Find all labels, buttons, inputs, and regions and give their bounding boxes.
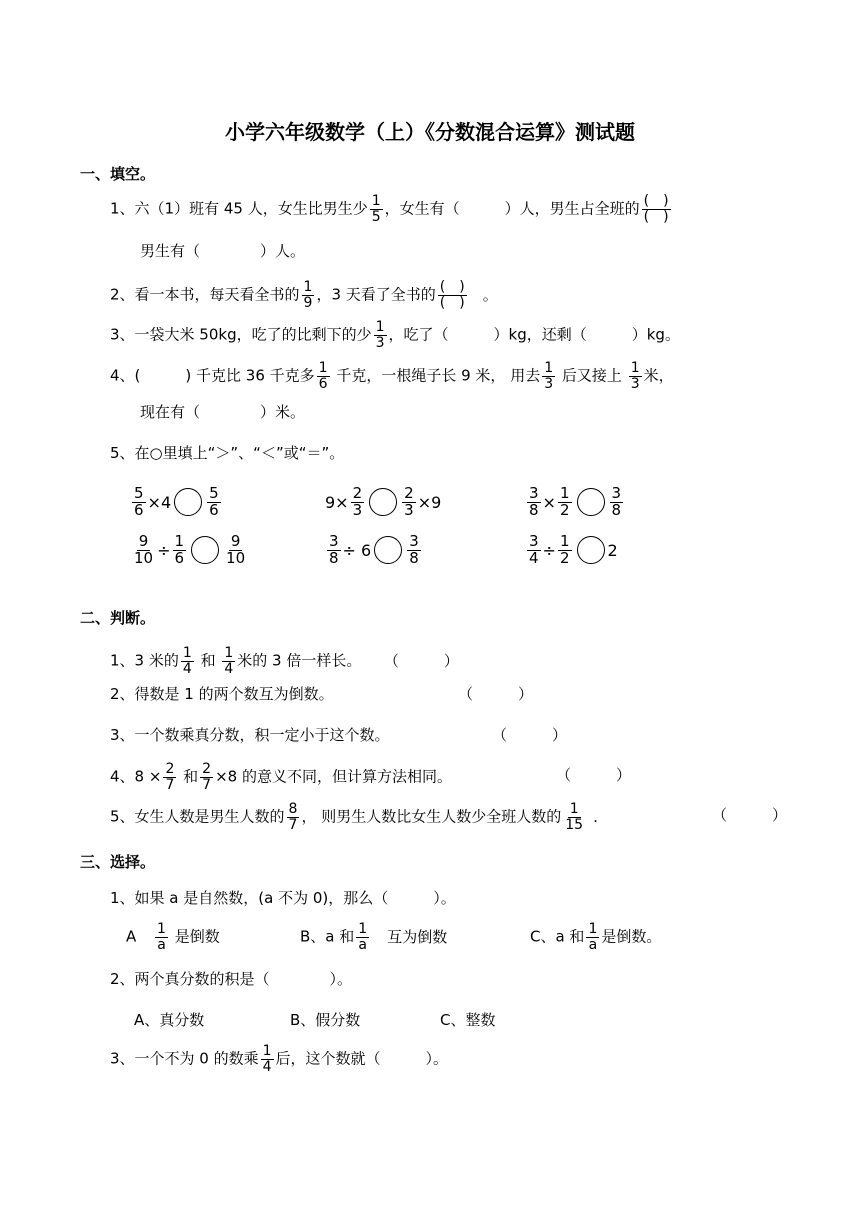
compare-r2c2: $\frac{3}{8}$ ÷ 6 $\frac{3}{8}$ — [329, 532, 419, 567]
answer-fraction-blank[interactable]: $\frac{( )}{( )}$ — [643, 193, 669, 225]
compare-circle[interactable] — [374, 536, 402, 564]
q-text: 3、一袋大米 50kg，吃了的比剩下的少 — [110, 325, 372, 344]
choice-2-option-a[interactable]: A、真分数 — [134, 1011, 205, 1029]
fill-question-4 — [110, 361, 674, 391]
choice-1-option-b[interactable]: B、a 和 $\frac{1}{a}$ 互为倒数 — [300, 921, 448, 953]
fill-question-3 — [110, 320, 680, 350]
fraction: $\frac{1}{9}$ — [303, 279, 313, 311]
fill-question-2 — [110, 280, 498, 310]
page-title: 小学六年级数学（上）《分数混合运算》测试题 — [225, 120, 635, 144]
fraction: $\frac{1}{3}$ — [630, 360, 640, 392]
q-text: 5、女生人数是男生人数的 — [110, 807, 285, 826]
judge-question-1 — [110, 646, 459, 676]
q-text: . — [593, 807, 598, 826]
fill-question-1 — [110, 194, 673, 224]
compare-r1c1: $\frac{5}{6}$ ×4 $\frac{5}{6}$ — [134, 484, 219, 519]
fraction: $\frac{1}{3}$ — [544, 360, 554, 392]
compare-circle[interactable] — [577, 536, 605, 564]
fraction: $\frac{1}{15}$ — [565, 801, 584, 833]
choice-2-option-c[interactable]: C、整数 — [440, 1011, 496, 1029]
section-3-heading: 三、选择。 — [80, 853, 156, 871]
q-text: ×8 的意义不同，但计算方法相同。 — [215, 767, 452, 786]
q-text: 米的 3 倍一样长。 — [237, 651, 362, 670]
section-2-heading: 二、判断。 — [80, 609, 156, 627]
answer-fraction-blank[interactable]: $\frac{( )}{( )}$ — [439, 279, 465, 311]
fraction: $\frac{2}{7}$ — [202, 761, 212, 793]
answer-parens[interactable]: （ ） — [492, 726, 568, 744]
compare-r2c1: $\frac{9}{10}$ ÷ $\frac{1}{6}$ $\frac{9}{10}$ — [134, 532, 246, 567]
fraction: $\frac{1}{4}$ — [224, 645, 234, 677]
q-text: ，吃了（ ）kg，还剩（ ）kg。 — [388, 325, 680, 344]
answer-parens[interactable]: （ ） — [556, 766, 632, 784]
q-text: 3、一个不为 0 的数乘 — [110, 1049, 259, 1068]
fraction: $\frac{1}{4}$ — [182, 645, 192, 677]
q-text: 2、看一本书，每天看全书的 — [110, 285, 300, 304]
section-1-heading: 一、填空。 — [80, 165, 156, 183]
judge-question-2: 2、得数是 1 的两个数互为倒数。 — [110, 685, 334, 703]
compare-circle[interactable] — [174, 488, 202, 516]
q-text: ，3 天看了全书的 — [316, 285, 436, 304]
compare-circle[interactable] — [191, 536, 219, 564]
q-text: 后又接上 — [561, 366, 622, 385]
fill-question-5: 5、在○里填上“＞”、“＜”或“＝”。 — [110, 444, 345, 462]
fraction: $\frac{1}{5}$ — [371, 193, 381, 225]
choice-1-option-a[interactable]: A $\frac{1}{a}$ 是倒数 — [126, 921, 220, 953]
q-text: ， 则男生人数比女生人数少全班人数的 — [301, 807, 562, 826]
choice-1-option-c[interactable]: C、a 和 $\frac{1}{a}$ 是倒数。 — [530, 921, 662, 953]
fill-question-4-cont: 现在有（ ）米。 — [140, 403, 306, 421]
q-text: 米， — [643, 366, 674, 385]
q-text: 1、六（1）班有 45 人，女生比男生少 — [110, 199, 368, 218]
q-text: 。 — [482, 285, 498, 304]
q-text: 千克，一根绳子长 9 米， 用去 — [336, 366, 541, 385]
judge-question-3: 3、一个数乘真分数，积一定小于这个数。 — [110, 726, 390, 744]
fraction: $\frac{8}{7}$ — [288, 801, 298, 833]
compare-circle[interactable] — [577, 488, 605, 516]
choice-question-1: 1、如果 a 是自然数，(a 不为 0)，那么（ ）。 — [110, 889, 456, 907]
fill-question-1-cont: 男生有（ ）人。 — [140, 242, 306, 260]
compare-r2c3: $\frac{3}{4}$ ÷ $\frac{1}{2}$ 2 — [529, 532, 618, 567]
compare-circle[interactable] — [369, 488, 397, 516]
q-text: ，女生有（ ）人，男生占全班的 — [384, 199, 640, 218]
q-text: 和 — [183, 767, 199, 786]
q-text: 4、( ) 千克比 36 千克多 — [110, 366, 315, 385]
q-text: 后，这个数就（ ）。 — [275, 1049, 449, 1068]
judge-question-4 — [110, 762, 452, 792]
q-text: 4、8 × — [110, 767, 162, 786]
q-text: 1、3 米的 — [110, 651, 179, 670]
answer-parens[interactable]: （ ） — [391, 651, 459, 670]
choice-2-option-b[interactable]: B、假分数 — [290, 1011, 361, 1029]
answer-parens[interactable]: （ ） — [458, 685, 534, 703]
fraction: $\frac{1}{6}$ — [318, 360, 328, 392]
compare-r1c3: $\frac{3}{8}$ × $\frac{1}{2}$ $\frac{3}{8}$ — [529, 484, 622, 519]
compare-r1c2: 9× $\frac{2}{3}$ $\frac{2}{3}$ ×9 — [325, 484, 442, 519]
choice-question-2: 2、两个真分数的积是（ ）。 — [110, 970, 353, 988]
judge-question-5 — [110, 802, 598, 832]
choice-question-3 — [110, 1044, 448, 1074]
fraction: $\frac{1}{4}$ — [262, 1043, 272, 1075]
fraction: $\frac{2}{7}$ — [165, 761, 175, 793]
answer-parens[interactable]: （ ） — [712, 806, 788, 824]
fraction: $\frac{1}{3}$ — [375, 319, 385, 351]
q-text: 和 — [200, 651, 216, 670]
